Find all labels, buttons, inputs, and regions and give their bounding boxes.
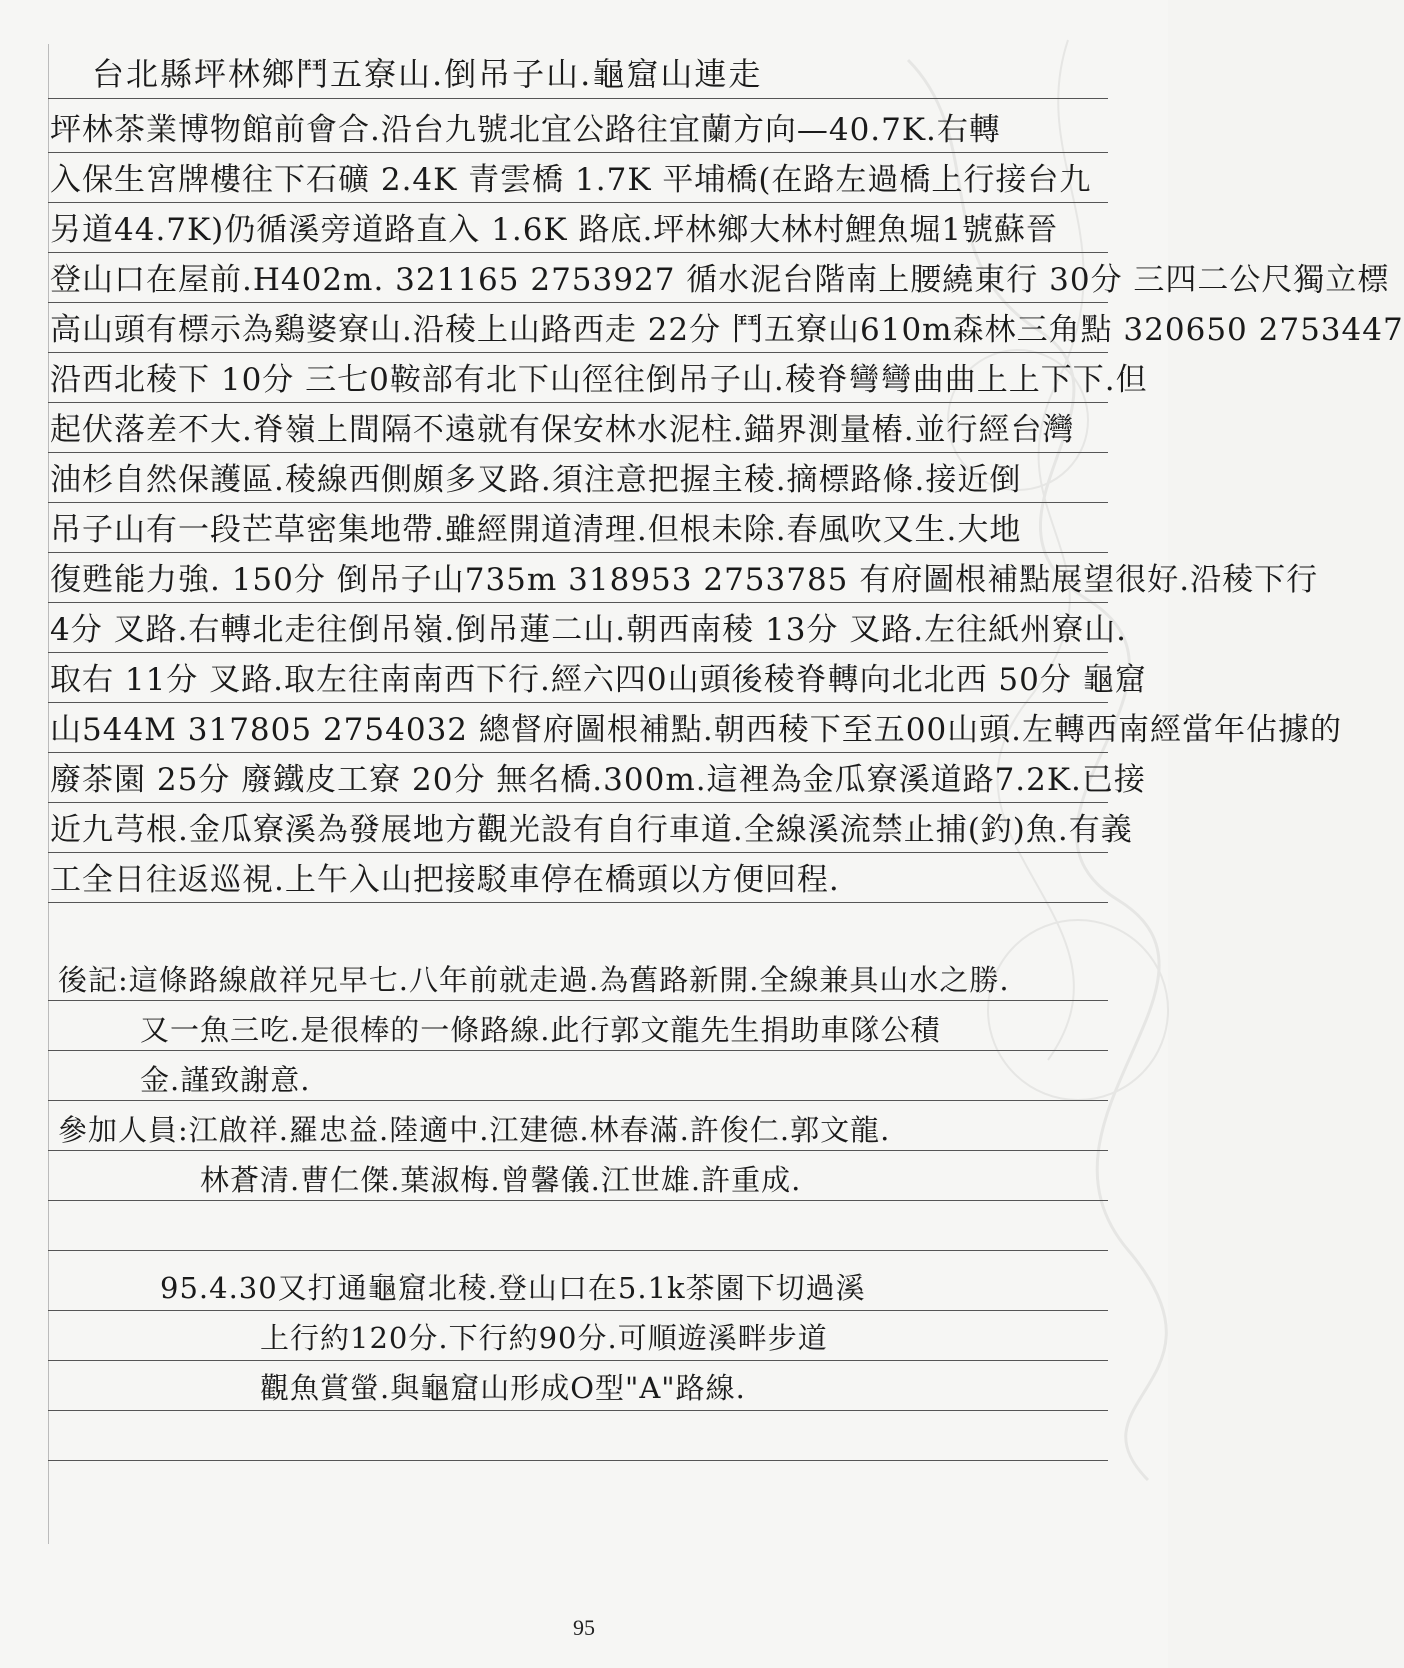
ruled-line — [48, 1050, 1108, 1051]
page-number: 95 — [573, 1615, 595, 1640]
ruled-line — [48, 302, 1108, 303]
ruled-line — [48, 202, 1108, 203]
ruled-line — [48, 652, 1108, 653]
ruled-line — [48, 402, 1108, 403]
body-line: 入保生宮牌樓往下石礦 2.4K 青雲橋 1.7K 平埔橋(在路左過橋上行接台九 — [50, 162, 1092, 198]
body-line: 山544M 317805 2754032 總督府圖根補點.朝西稜下至五00山頭.左轉西南經當年佔據的 — [50, 712, 1343, 748]
addendum-line: 95.4.30又打通龜窟北稜.登山口在5.1k茶園下切過溪 — [160, 1271, 866, 1305]
body-line: 油杉自然保護區.稜線西側頗多叉路.須注意把握主稜.摘標路條.接近倒 — [50, 462, 1022, 498]
ruled-line — [48, 1410, 1108, 1411]
postscript-line: 金.謹致謝意. — [140, 1063, 311, 1097]
ruled-line — [48, 98, 1108, 99]
ruled-line — [48, 552, 1108, 553]
ruled-line — [48, 1100, 1108, 1101]
ruled-line — [48, 502, 1108, 503]
body-line: 取右 11分 叉路.取左往南南西下行.經六四0山頭後稜脊轉向北北西 50分 龜窟 — [50, 662, 1147, 698]
addendum-line: 上行約120分.下行約90分.可順遊溪畔步道 — [260, 1321, 828, 1355]
body-line: 起伏落差不大.脊嶺上間隔不遠就有保安林水泥柱.錨界測量樁.並行經台灣 — [50, 412, 1075, 448]
ruled-line — [48, 902, 1108, 903]
ruled-line — [48, 1360, 1108, 1361]
participants-line: 林蒼清.曹仁傑.葉淑梅.曾馨儀.江世雄.許重成. — [200, 1163, 802, 1197]
addendum-line: 觀魚賞螢.與龜窟山形成O型"A"路線. — [260, 1371, 746, 1405]
ruled-line — [48, 452, 1108, 453]
body-line: 4分 叉路.右轉北走往倒吊嶺.倒吊蓮二山.朝西南稜 13分 叉路.左往紙州寮山. — [50, 612, 1127, 648]
body-line: 吊子山有一段芒草密集地帶.雖經開道清理.但根未除.春風吹又生.大地 — [50, 512, 1022, 548]
ruled-line — [48, 1310, 1108, 1311]
postscript-line: 後記:這條路線啟祥兄早七.八年前就走過.為舊路新開.全線兼具山水之勝. — [58, 963, 1010, 997]
ruled-line — [48, 1000, 1108, 1001]
ruled-line — [48, 1150, 1108, 1151]
postscript-line: 又一魚三吃.是很棒的一條路線.此行郭文龍先生捐助車隊公積 — [140, 1013, 941, 1047]
ruled-line — [48, 152, 1108, 153]
ruled-line — [48, 252, 1108, 253]
body-line: 復甦能力強. 150分 倒吊子山735m 318953 2753785 有府圖根補點展望很好.沿稜下行 — [50, 562, 1319, 598]
body-line: 坪林茶業博物館前會合.沿台九號北宜公路往宜蘭方向—40.7K.右轉 — [50, 112, 1001, 148]
body-line: 沿西北稜下 10分 三七0鞍部有北下山徑往倒吊子山.稜脊彎彎曲曲上上下下.但 — [50, 362, 1148, 398]
ruled-line — [48, 702, 1108, 703]
ruled-line — [48, 752, 1108, 753]
body-line: 登山口在屋前.H402m. 321165 2753927 循水泥台階南上腰繞東行 30分 三四二公尺獨立標 — [50, 262, 1390, 298]
body-line: 另道44.7K)仍循溪旁道路直入 1.6K 路底.坪林鄉大林村鯉魚堀1號蘇晉 — [50, 212, 1059, 248]
body-line: 近九芎根.金瓜寮溪為發展地方觀光設有自行車道.全線溪流禁止捕(釣)魚.有義 — [50, 812, 1133, 848]
left-margin-line — [48, 44, 49, 1544]
ruled-line — [48, 1250, 1108, 1251]
body-line: 廢茶園 25分 廢鐵皮工寮 20分 無名橋.300m.這裡為金瓜寮溪道路7.2K.已接 — [50, 762, 1146, 798]
body-line: 工全日往返巡視.上午入山把接駁車停在橋頭以方便回程. — [50, 862, 840, 898]
ruled-line — [48, 602, 1108, 603]
ruled-line — [48, 852, 1108, 853]
ruled-line — [48, 352, 1108, 353]
ruled-line — [48, 802, 1108, 803]
participants-line: 參加人員:江啟祥.羅忠益.陸適中.江建德.林春滿.許俊仁.郭文龍. — [58, 1113, 891, 1147]
page-title: 台北縣坪林鄉鬥五寮山.倒吊子山.龜窟山連走 — [92, 55, 763, 93]
body-line: 高山頭有標示為鷄婆寮山.沿稜上山路西走 22分 鬥五寮山610m森林三角點 320650 2753447 — [50, 312, 1404, 348]
ruled-line — [48, 1460, 1108, 1461]
ruled-line — [48, 1200, 1108, 1201]
